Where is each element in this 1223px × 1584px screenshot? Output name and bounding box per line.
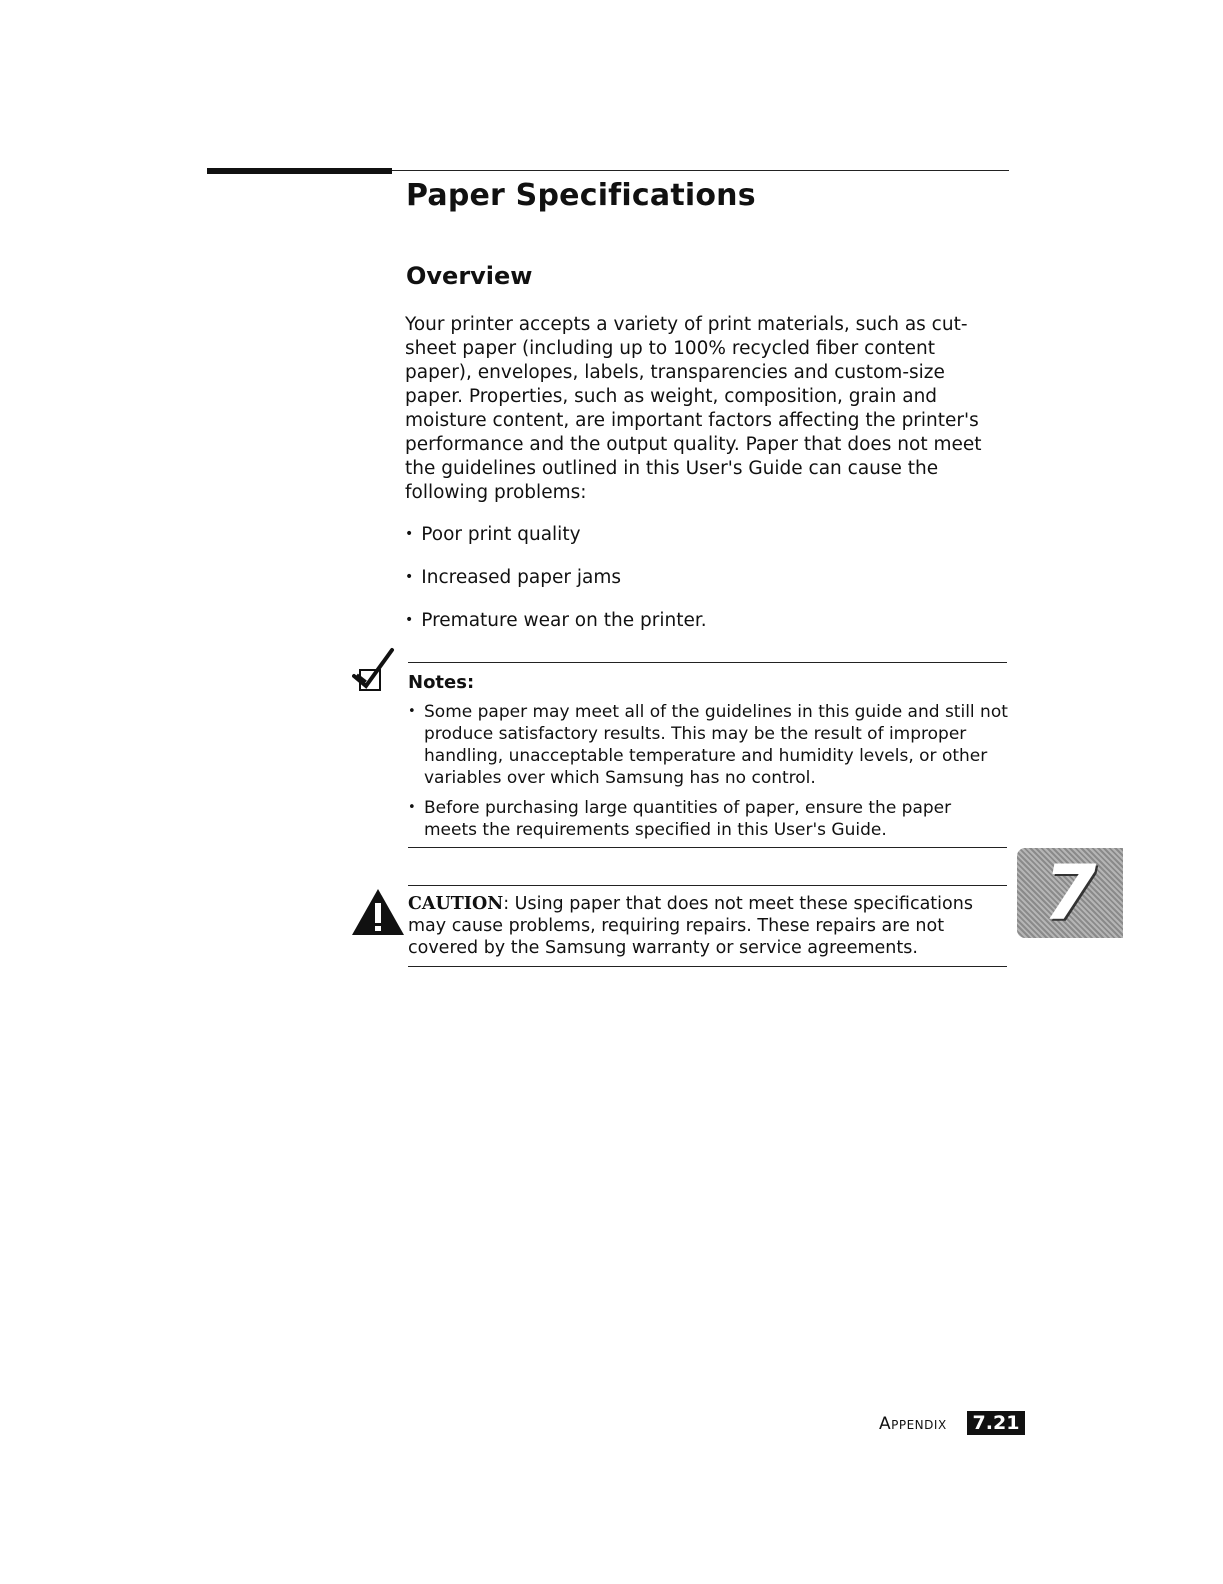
checkmark-note-icon [352, 646, 402, 704]
caution-body: : Using paper that does not meet these specifications may cause problems, requiring repairs. These repairs are not covered by the Samsung warranty or service agreements. [408, 894, 973, 958]
chapter-tab [1017, 848, 1123, 938]
header-rule-thin [392, 170, 1009, 171]
caution-label: CAUTION [408, 894, 504, 914]
list-item: • Poor print quality [405, 522, 1005, 546]
list-item: • Premature wear on the printer. [405, 608, 1005, 632]
footer-label: Appendix [879, 1414, 947, 1434]
chapter-number: 7 [1043, 848, 1097, 937]
notes-bottom-rule [408, 847, 1007, 848]
notes-title: Notes: [408, 672, 475, 693]
problem-list [405, 522, 1005, 651]
intro-paragraph: Your printer accepts a variety of print materials, such as cut-sheet paper (including up to 100% recycled fiber content paper), envelopes, labels, transparencies and custom-size paper. Properties, such as weight, composition, grain and moisture content, are important factors affecting the printer's performance and the output quality. Paper that does not meet the guidelines outlined in this User's Guide can cause the following problems: [405, 314, 982, 503]
list-item: • Before purchasing large quantities of paper, ensure the paper meets the requirements specified in this User's Guide. [408, 797, 1008, 841]
list-item: • Increased paper jams [405, 565, 1005, 589]
header-rule-thick [207, 168, 392, 174]
notes-top-rule [408, 662, 1007, 663]
page-number: 7.21 [967, 1411, 1025, 1435]
list-item: • Some paper may meet all of the guidelines in this guide and still not produce satisfactory results. This may be the result of improper handling, unacceptable temperature and humidity levels, or other variables over which Samsung has no control. [408, 701, 1008, 789]
notes-list [408, 701, 1008, 849]
section-heading: Overview [406, 262, 533, 290]
caution-top-rule [408, 885, 1007, 886]
caution-bottom-rule [408, 966, 1007, 967]
warning-triangle-icon [350, 887, 406, 937]
caution-text [408, 893, 1008, 959]
page-title: Paper Specifications [406, 178, 756, 213]
